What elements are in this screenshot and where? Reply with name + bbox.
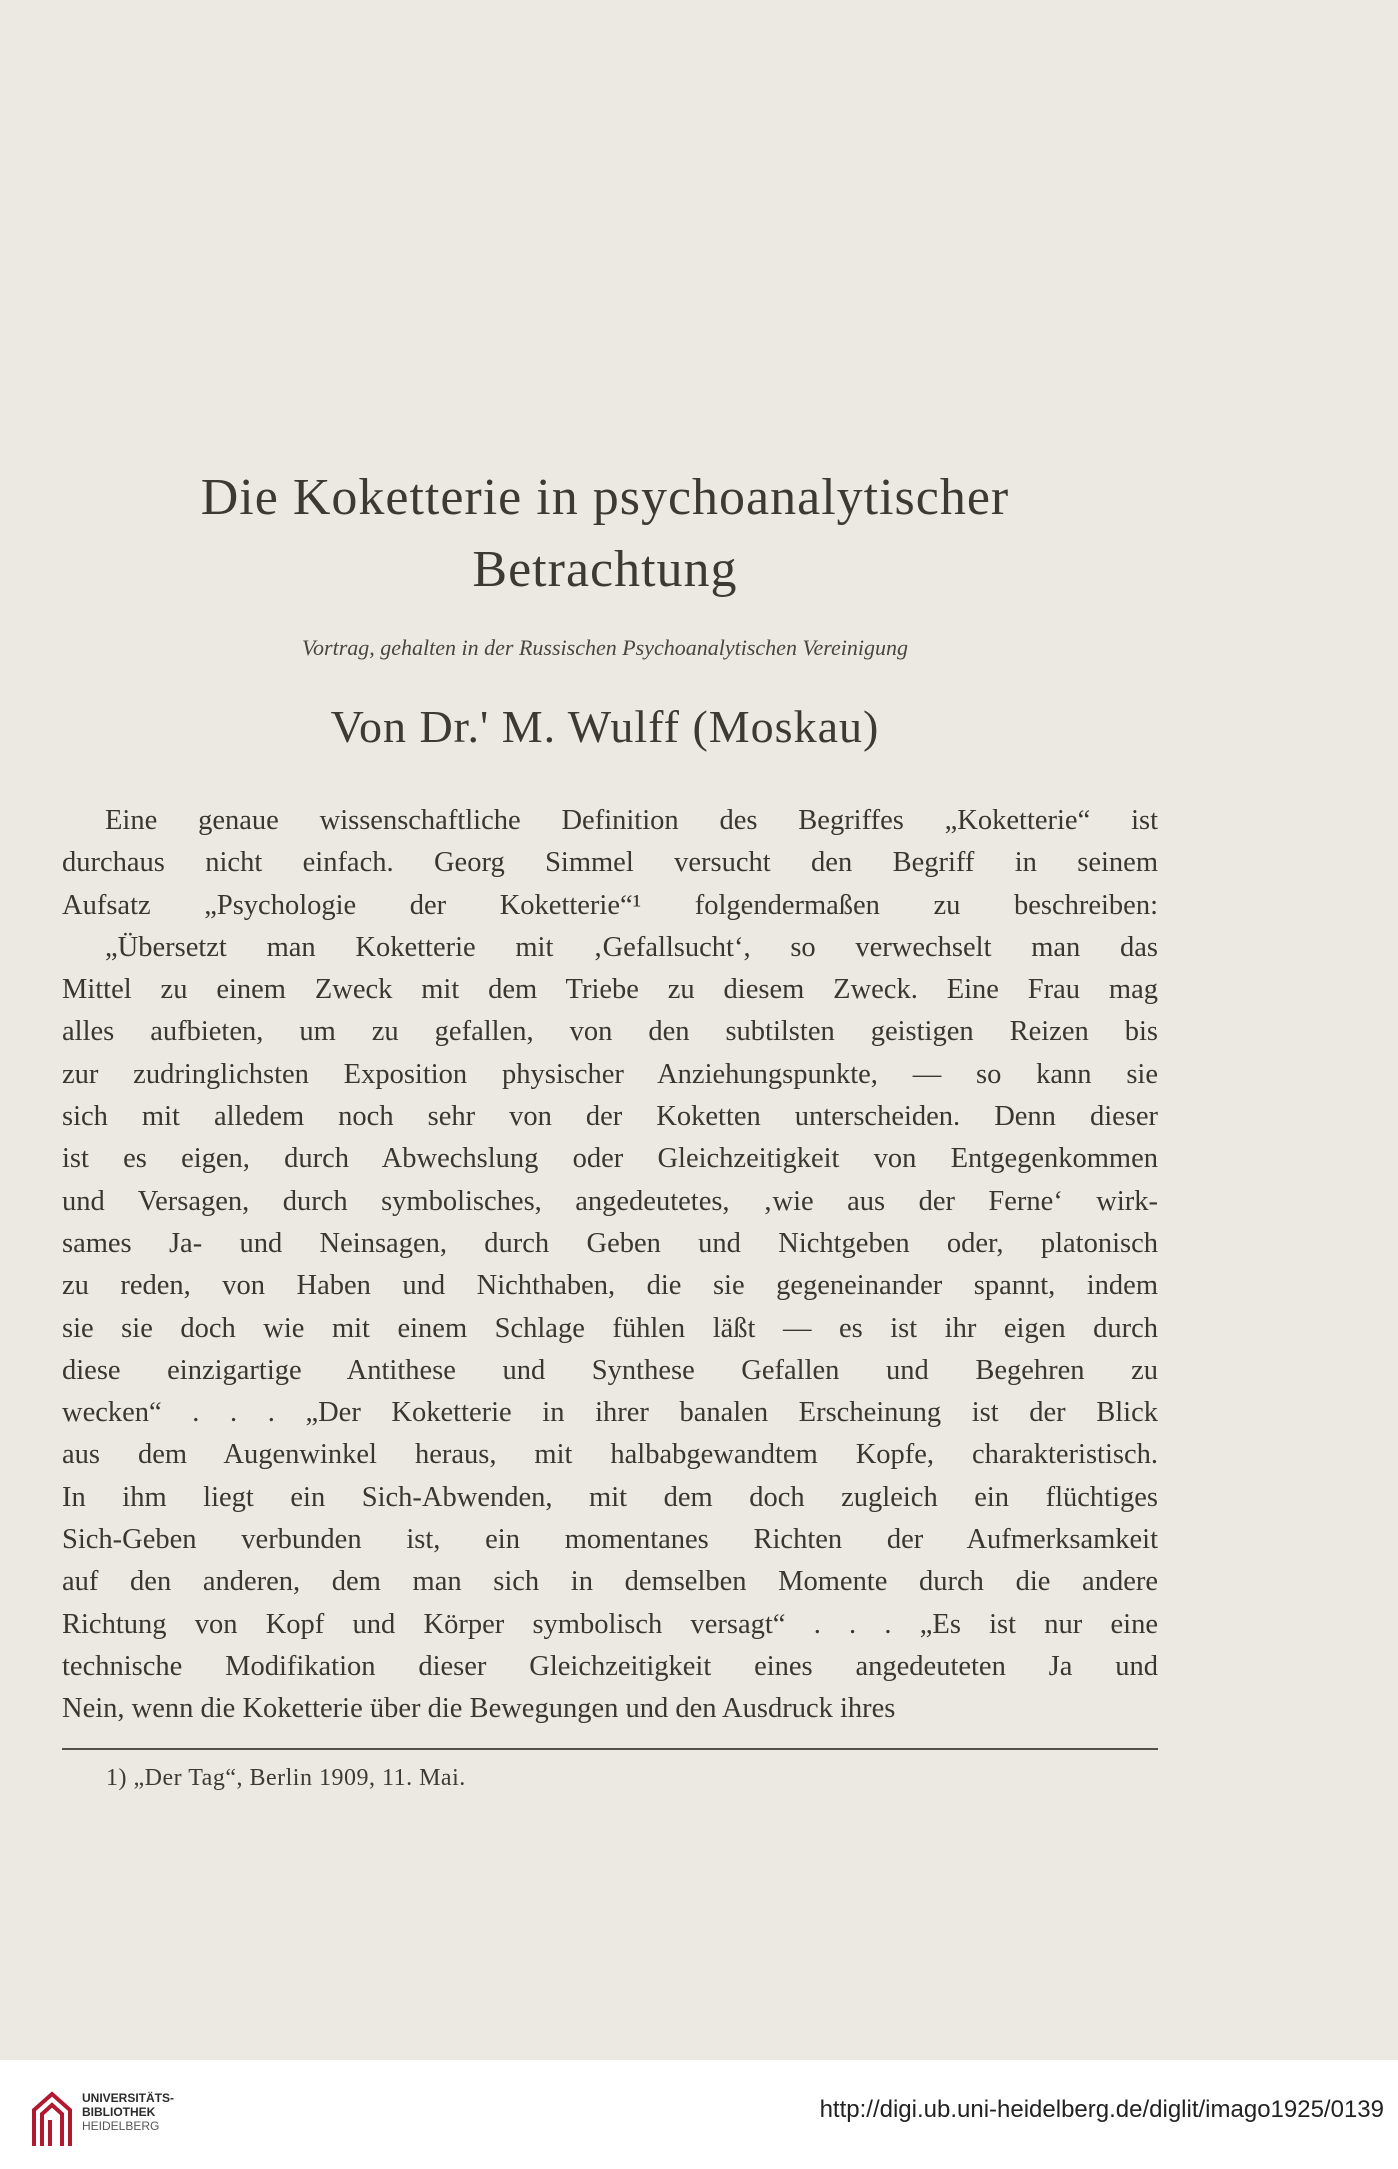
- article-subtitle: Vortrag, gehalten in der Russischen Psychoanalytischen Vereinigung: [302, 635, 908, 660]
- body-line: wecken“ . . . „Der Koketterie in ihrer banalen Erscheinung ist der Blick: [62, 1397, 1158, 1429]
- body-line: aus dem Augenwinkel heraus, mit halbabgewandtem Kopfe, charakteristisch.: [62, 1439, 1158, 1471]
- body-line: und Versagen, durch symbolisches, angedeutetes, ‚wie aus der Ferne‘ wirk-: [62, 1185, 1158, 1217]
- library-name-line-1: UNIVERSITÄTS-: [82, 2091, 175, 2105]
- body-line: Aufsatz „Psychologie der Koketterie“¹ folgendermaßen zu beschreiben:: [62, 889, 1158, 921]
- body-line: ist es eigen, durch Abwechslung oder Gleichzeitigkeit von Entgegenkommen: [62, 1143, 1158, 1175]
- footnote-divider: [62, 1748, 1158, 1750]
- body-line: technische Modifikation dieser Gleichzeitigkeit eines angedeuteten Ja und: [62, 1650, 1158, 1682]
- body-line: sames Ja- und Neinsagen, durch Geben und Nichtgeben oder, platonisch: [62, 1227, 1158, 1259]
- body-line: auf den anderen, dem man sich in demselben Momente durch die andere: [62, 1566, 1158, 1598]
- library-name: [82, 2091, 174, 2133]
- body-line: In ihm liegt ein Sich-Abwenden, mit dem doch zugleich ein flüchtiges: [62, 1481, 1158, 1513]
- body-line: diese einzigartige Antithese und Synthese Gefallen und Begehren zu: [62, 1354, 1158, 1386]
- body-line: Mittel zu einem Zweck mit dem Triebe zu diesem Zweck. Eine Frau mag: [62, 974, 1158, 1006]
- body-line: zu reden, von Haben und Nichthaben, die sie gegeneinander spannt, indem: [62, 1270, 1158, 1302]
- footnote: 1) „Der Tag“, Berlin 1909, 11. Mai.: [106, 1765, 466, 1791]
- library-logo-icon: [30, 2080, 74, 2150]
- body-line: sie sie doch wie mit einem Schlage fühlen läßt — es ist ihr eigen durch: [62, 1312, 1158, 1344]
- library-name-line-3: HEIDELBERG: [82, 2119, 160, 2133]
- body-line: Richtung von Kopf und Körper symbolisch versagt“ . . . „Es ist nur eine: [62, 1608, 1158, 1640]
- body-line: Sich-Geben verbunden ist, ein momentanes Richten der Aufmerksamkeit: [62, 1524, 1158, 1556]
- body-line: durchaus nicht einfach. Georg Simmel versucht den Begriff in seinem: [62, 847, 1158, 879]
- body-line: alles aufbieten, um zu gefallen, von den subtilsten geistigen Reizen bis: [62, 1016, 1158, 1048]
- article-author: Von Dr.' M. Wulff (Moskau): [330, 701, 880, 752]
- body-line: „Übersetzt man Koketterie mit ‚Gefallsucht‘, so verwechselt man das: [105, 931, 1158, 963]
- article-title-line-2: Betrachtung: [472, 541, 738, 598]
- viewer-footer: [0, 2060, 1398, 2169]
- article-title-line-1: Die Koketterie in psychoanalytischer: [200, 469, 1010, 526]
- body-line: zur zudringlichsten Exposition physischer Anziehungspunkte, — so kann sie: [62, 1058, 1158, 1090]
- body-text: [62, 800, 1158, 1731]
- body-line: Eine genaue wissenschaftliche Definition des Begriffes „Koketterie“ ist: [105, 805, 1158, 836]
- library-name-line-2: BIBLIOTHEK: [82, 2105, 156, 2119]
- body-line: sich mit alledem noch sehr von der Koketten unterscheiden. Denn dieser: [62, 1101, 1158, 1133]
- permalink-url[interactable]: http://digi.ub.uni-heidelberg.de/diglit/imago1925/0139: [819, 2096, 1384, 2123]
- body-line: Nein, wenn die Koketterie über die Bewegungen und den Ausdruck ihres: [62, 1693, 896, 1725]
